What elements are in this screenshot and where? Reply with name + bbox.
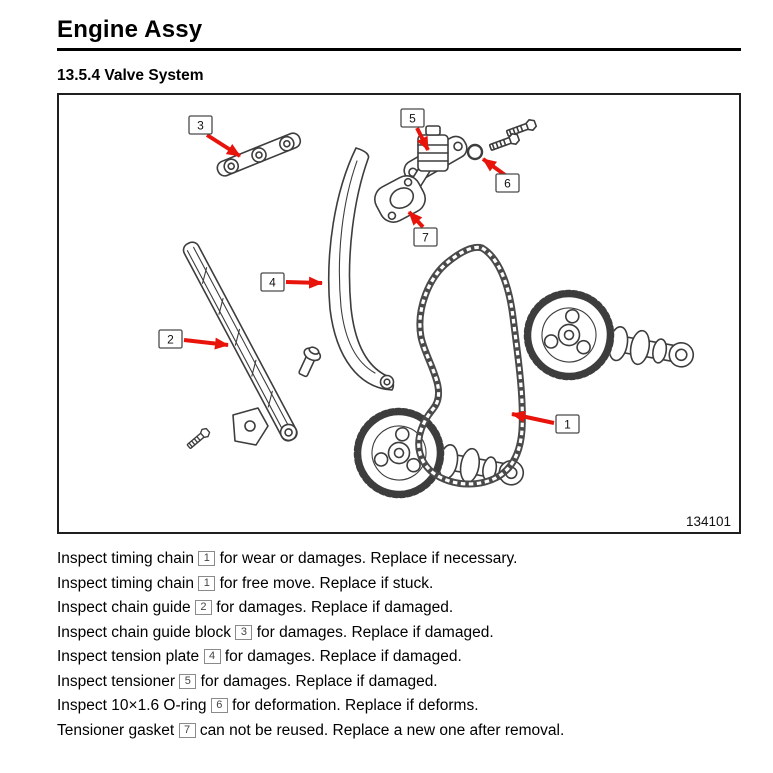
part-ref: 5	[179, 674, 196, 689]
part-ref: 3	[235, 625, 252, 640]
part-ref: 6	[211, 698, 228, 713]
callout-label: 7	[422, 230, 429, 245]
instruction-text: can not be reused. Replace a new one after removal.	[199, 721, 565, 739]
instruction-text: for damages. Replace if damaged.	[200, 672, 438, 690]
instruction-line	[57, 572, 741, 597]
callout-label: 5	[409, 111, 416, 126]
callout-3	[189, 116, 240, 156]
instruction-text: Inspect timing chain	[57, 574, 194, 592]
callout-label: 3	[197, 118, 204, 133]
figure-panel	[57, 93, 741, 534]
instruction-text: for free move. Replace if stuck.	[219, 574, 434, 592]
part-ref: 2	[195, 600, 212, 615]
figure-number: 134101	[685, 514, 731, 529]
instruction-line	[57, 596, 741, 621]
part-ref: 1	[198, 551, 215, 566]
instruction-line	[57, 670, 741, 695]
callout-2	[159, 330, 228, 348]
tension-plate	[329, 148, 394, 390]
callout-label: 1	[564, 417, 571, 432]
instruction-text: Inspect tension plate	[57, 648, 200, 665]
instruction-list	[57, 547, 741, 743]
callout-4	[261, 273, 322, 291]
camshaft-upper	[517, 283, 701, 401]
callout-5	[401, 109, 428, 150]
chain-guide-block	[215, 131, 302, 178]
instruction-text: Inspect tensioner	[57, 672, 176, 690]
instruction-line	[57, 719, 741, 744]
instruction-text: Inspect chain guide	[57, 599, 191, 616]
instruction-text: for deformation. Replace if deforms.	[232, 697, 479, 714]
camshaft-lower	[347, 401, 531, 519]
instruction-text: for damages. Replace if damaged.	[224, 648, 462, 665]
instruction-text: Inspect 10×1.6 O-ring	[57, 697, 207, 714]
instruction-line	[57, 547, 741, 572]
instruction-text: Tensioner gasket	[57, 721, 175, 739]
instruction-line	[57, 621, 741, 646]
instruction-text: Inspect timing chain	[57, 550, 194, 567]
callout-label: 2	[167, 332, 174, 347]
callout-7	[409, 212, 437, 246]
instruction-text: for wear or damages. Replace if necessary.	[219, 550, 518, 567]
part-ref: 7	[179, 723, 196, 738]
valve-system-diagram	[59, 95, 739, 532]
tensioner-bolt	[489, 132, 520, 152]
page-title: Engine Assy	[57, 16, 741, 51]
guide-bolt	[186, 427, 211, 450]
instruction-line	[57, 645, 741, 670]
callout-label: 6	[504, 176, 511, 191]
instruction-line	[57, 694, 741, 719]
instruction-text: for damages. Replace if damaged.	[216, 599, 454, 616]
part-ref: 4	[204, 649, 221, 664]
instruction-text: Inspect chain guide block	[57, 623, 232, 641]
callout-label: 4	[269, 275, 276, 290]
part-ref: 1	[198, 576, 215, 591]
instruction-text: for damages. Replace if damaged.	[256, 623, 494, 641]
section-title: 13.5.4 Valve System	[57, 67, 204, 84]
callout-6	[483, 159, 519, 192]
pivot-stud	[295, 344, 323, 378]
o-ring	[468, 145, 482, 159]
guide-bracket	[233, 408, 268, 445]
